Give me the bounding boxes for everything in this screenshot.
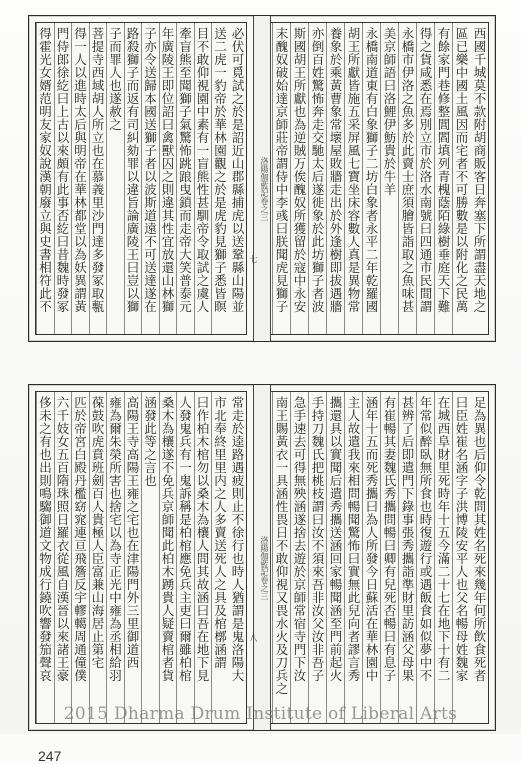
bottom-left-column-4: 人發鬼兵有一鬼訴稱是柏棺應免兵主吏曰爾雖柏棺 bbox=[176, 392, 194, 723]
bottom-center-fold bbox=[249, 385, 271, 730]
top-right-leaf bbox=[263, 22, 489, 335]
top-left-column-4: 牽盲熊至聞獅子氣驚怖跳踉曳鎖而走帝大笑普泰元 bbox=[176, 23, 194, 334]
bottom-spread bbox=[28, 384, 496, 731]
top-right-column-9: 養象於乘黃曹象常壞屋敗牆走出於外逢樹即拔遇牆 bbox=[326, 23, 344, 334]
top-right-column-10: 亦倒百姓驚怖奔走交馳太后遂徙象於此坊獅子者波 bbox=[308, 23, 326, 334]
bottom-left-column-6: 涵發此等之言也 bbox=[141, 392, 159, 723]
bottom-left-column-10: 匹於帝宮白殿丹檻窈窕連亘飛簷反宇轇轕周通僮僕 bbox=[71, 392, 89, 723]
top-left-column-7: 路殺獅子而返有司糾劾罪以違旨論廣陵王曰豈以獅 bbox=[124, 23, 142, 334]
top-right-column-8: 胡王所獻皆施五采屏風七寶坐床容數人真是異物常 bbox=[344, 23, 362, 334]
bottom-fold-number: 八 bbox=[249, 633, 258, 642]
bottom-left-text-columns bbox=[36, 392, 246, 723]
bottom-left-column-9: 葆鼓吹虎賁班劍百人貴極人臣富兼山海居止第宅 bbox=[89, 392, 107, 723]
bottom-right-column-4: 年常似醉臥無所食也時復遊行或遇飯食如似夢中不 bbox=[416, 392, 434, 723]
top-left-column-11: 門侍郎徐紇曰上古以來頗有此事否紇曰昔魏時發冢 bbox=[54, 23, 72, 334]
bottom-right-column-7: 涵年十五而死秀攜曰為人所發今日蘇活在華林園中 bbox=[362, 392, 380, 723]
top-left-column-10: 得一人以進時太后與明帝在華林都堂以為妖異謂黃 bbox=[71, 23, 89, 334]
top-left-column-3: 目不敢仰視園中素有一盲熊性甚馴帝令取試之虞人 bbox=[194, 23, 212, 334]
bottom-right-column-5: 甚辨了后即遣門下錄事張秀攜詣準財里訪涵父母果 bbox=[398, 392, 416, 723]
top-right-column-4: 得之貨咸悉在焉別立市於洛水南號曰四通市民間謂 bbox=[416, 23, 434, 334]
top-right-column-3: 有餘家門巷修整閭閻填列青槐蔭陌綠樹垂庭天下難 bbox=[434, 23, 452, 334]
bottom-right-column-10: 手持刀魏氏把桃枝謂曰汝不須來吾非汝父汝非吾子 bbox=[308, 392, 326, 723]
bottom-right-column-12: 南王賜黃衣一具涵性畏日不敢仰視又畏水火及刀兵之 bbox=[272, 392, 290, 723]
top-left-column-12: 得霍光女婿范明友家奴說漢朝廢立與史書相符此不 bbox=[36, 23, 54, 334]
watermark: 2015 Dharma Drum Institute of Liberal Arts bbox=[63, 704, 458, 724]
bottom-right-column-6: 有崔暢其妻魏氏秀攜問暢曰卿有兒死否暢曰有息子 bbox=[380, 392, 398, 723]
bottom-left-leaf bbox=[35, 391, 247, 724]
bottom-fold-title: 洛陽伽藍記卷之三 bbox=[260, 535, 269, 600]
top-left-column-9: 菩提寺西域胡人所立也在慕義里沙門達多發冢取甎 bbox=[89, 23, 107, 334]
top-left-column-5: 年廣陵王即位詔曰禽獸囚之則違其性宜放還山林獅 bbox=[159, 23, 177, 334]
top-left-column-1: 必伏可覓試之於是詔近山郡縣捕虎以送鞏縣山陽並 bbox=[230, 27, 245, 313]
top-left-column-8: 子而罪人也遂赦之 bbox=[106, 23, 124, 334]
top-spread bbox=[28, 15, 496, 342]
top-fold-title: 洛陽伽藍記卷之三 bbox=[260, 156, 269, 221]
top-right-column-12: 末醜奴破始達京師莊帝謂侍中李彧曰朕聞虎見獅子 bbox=[272, 23, 290, 334]
bottom-left-column-7: 高陽王寺高陽王雍之宅也在津陽門外三里御道西 bbox=[124, 392, 142, 723]
top-left-text-columns bbox=[36, 23, 246, 334]
page-number: 247 bbox=[38, 748, 62, 764]
top-right-text-columns bbox=[264, 23, 488, 334]
bottom-left-column-2: 市北奉終里里内之人多賣送死人之具及棺槨涵謂 bbox=[211, 392, 229, 723]
bottom-right-column-2: 曰臣姓崔名涵字子洪博陵安平人也父名暢母姓魏家 bbox=[452, 392, 470, 723]
bottom-left-column-3: 曰作柏木棺勿以桑木為欀人問其故涵曰吾在地下見 bbox=[194, 392, 212, 723]
bottom-right-column-11: 急手速去可得無殃涵遂捨去遊於京師常宿寺門下汝 bbox=[290, 392, 308, 723]
top-right-column-11: 斯國胡王所獻也為逆賊万俟醜奴所獲留於寇中永安 bbox=[290, 23, 308, 334]
top-right-column-6: 美京師語曰洛鯉伊魴貴於牛羊 bbox=[380, 23, 398, 334]
bottom-left-column-8: 雍為爾朱榮所害也捨宅以為寺正光中雍為丞相給羽 bbox=[106, 392, 124, 723]
bottom-left-column-11: 六千妓女五百隋珠照日羅衣從風自漢晉以來諸王豪 bbox=[54, 392, 72, 723]
top-center-fold bbox=[249, 16, 271, 341]
top-right-column-1: 西國千城莫不款附胡商販客日奔塞下所謂盡天地之 bbox=[472, 27, 487, 313]
bottom-right-column-8: 主人故遣我來相問暢聞驚怖曰實無此兒向者謬言秀 bbox=[344, 392, 362, 723]
bottom-left-column-1: 常走於逵路遇疲則止不徐行也時人猶謂是鬼洛陽大 bbox=[230, 396, 245, 682]
top-left-column-6: 子亦令送歸本國送獅子者以波斯道遠不可送達遂在 bbox=[141, 23, 159, 334]
top-right-column-7: 永橋南道東有白象獅子二坊白象者永平二年乾羅國 bbox=[362, 23, 380, 334]
bottom-right-column-1: 足為異也后仰令乾問其姓名死來幾年何所飲食死者 bbox=[472, 396, 487, 682]
bottom-right-column-9: 攜還具以實聞后遣秀攜送涵回家暢聞涵至門前起火 bbox=[326, 392, 344, 723]
top-left-leaf bbox=[35, 22, 247, 335]
top-right-column-5: 永橋市伊洛之魚多於此賣士庶須膾皆詣取之魚味甚 bbox=[398, 23, 416, 334]
top-right-column-2: 區已樂中國土風因而宅者不可勝數是以附化之民萬 bbox=[452, 23, 470, 334]
bottom-right-leaf bbox=[263, 391, 489, 724]
top-left-column-2: 送二虎一豹帝於華林園觀之於是虎豹見獅子悉皆瞑 bbox=[211, 23, 229, 334]
top-fold-number: 七 bbox=[249, 254, 258, 263]
bottom-right-text-columns bbox=[264, 392, 488, 723]
bottom-left-column-12: 侈未之有也出則鳴騶御道文物成行鐃吹響發笳聲哀 bbox=[36, 392, 54, 723]
bottom-right-column-3: 在城西阜財里死時年十五今滿二十七在地下十有二 bbox=[434, 392, 452, 723]
bottom-left-column-5: 桑木為欀遂不免兵京師聞此柏木踴貴人疑賣棺者貨 bbox=[159, 392, 177, 723]
